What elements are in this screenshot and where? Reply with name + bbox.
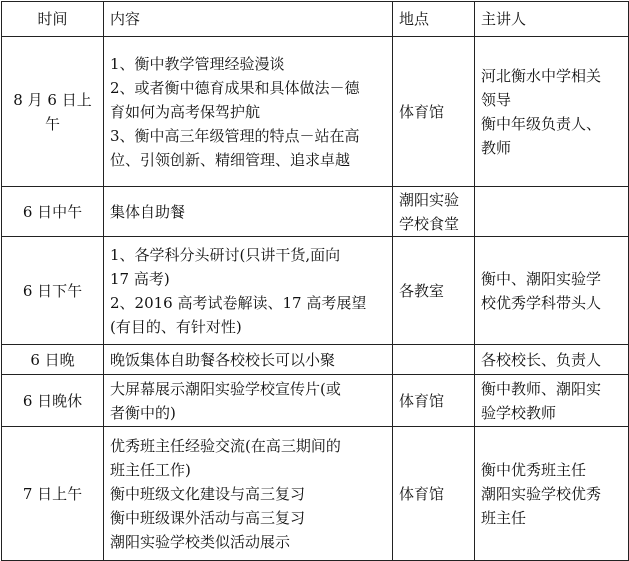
header-content: 内容	[104, 2, 393, 37]
cell-line: 验学校教师	[481, 403, 557, 422]
cell-speaker	[475, 187, 629, 237]
table-row	[2, 427, 629, 561]
cell-content	[104, 37, 393, 187]
cell-speaker	[475, 427, 629, 561]
cell-content	[104, 237, 393, 345]
schedule-table	[1, 1, 629, 561]
cell-line: 者衡中的)	[110, 403, 176, 422]
cell-time: 6 日中午	[2, 187, 104, 237]
cell-place	[393, 427, 475, 561]
cell-line: 学校食堂	[399, 214, 460, 233]
table-row	[2, 187, 629, 237]
cell-line: 潮阳实验学校优秀	[481, 484, 602, 503]
cell-line: 1、衡中教学管理经验漫谈	[110, 54, 285, 73]
cell-line: 体育馆	[399, 391, 445, 410]
table-row	[2, 37, 629, 187]
cell-line: 各教室	[399, 281, 445, 300]
cell-line: 晚饭集体自助餐各校校长可以小聚	[110, 350, 336, 369]
cell-line: 潮阳实验学校类似活动展示	[110, 532, 291, 551]
cell-place	[393, 345, 475, 375]
cell-line: 体育馆	[399, 484, 445, 503]
cell-line: 衡中班级文化建设与高三复习	[110, 484, 306, 503]
cell-line: 衡中年级负责人、	[481, 114, 602, 133]
cell-place	[393, 37, 475, 187]
cell-line: 育如何为高考保驾护航	[110, 102, 261, 121]
cell-line: (有目的、有针对性)	[110, 317, 242, 336]
cell-line: 17 高考)	[110, 269, 170, 288]
table-row	[2, 345, 629, 375]
cell-time: 6 日晚休	[2, 375, 104, 427]
cell-line: 1、各学科分头研讨(只讲干货,面向	[110, 245, 341, 264]
cell-line: 衡中、潮阳实验学	[481, 269, 602, 288]
header-time: 时间	[2, 2, 104, 37]
cell-line: 班主任工作)	[110, 460, 191, 479]
cell-line: 3、衡中高三年级管理的特点－站在高	[110, 126, 360, 145]
cell-line: 2、或者衡中德育成果和具体做法－德	[110, 78, 360, 97]
cell-line: 班主任	[481, 508, 527, 527]
cell-content	[104, 375, 393, 427]
cell-place	[393, 187, 475, 237]
cell-time: 7 日上午	[2, 427, 104, 561]
cell-speaker	[475, 345, 629, 375]
cell-content	[104, 427, 393, 561]
cell-line: 各校校长、负责人	[481, 350, 602, 369]
cell-speaker	[475, 37, 629, 187]
cell-line: 衡中优秀班主任	[481, 460, 587, 479]
cell-place	[393, 375, 475, 427]
cell-line: 体育馆	[399, 102, 445, 121]
cell-time: 6 日晚	[2, 345, 104, 375]
cell-line: 校优秀学科带头人	[481, 293, 602, 312]
table-row	[2, 237, 629, 345]
cell-time: 6 日下午	[2, 237, 104, 345]
cell-line: 教师	[481, 138, 512, 157]
cell-line: 大屏幕展示潮阳实验学校宣传片(或	[110, 379, 341, 398]
table-row	[2, 375, 629, 427]
header-row	[2, 2, 629, 37]
cell-line: 领导	[481, 90, 512, 109]
header-place: 地点	[393, 2, 475, 37]
cell-speaker	[475, 237, 629, 345]
cell-line: 2、2016 高考试卷解读、17 高考展望	[110, 293, 367, 312]
cell-time: 8 月 6 日上午	[2, 37, 104, 187]
header-speaker: 主讲人	[475, 2, 629, 37]
cell-line: 集体自助餐	[110, 202, 186, 221]
cell-line: 潮阳实验	[399, 190, 460, 209]
cell-line: 优秀班主任经验交流(在高三期间的	[110, 436, 341, 455]
cell-line: 衡中教师、潮阳实	[481, 379, 602, 398]
cell-content	[104, 345, 393, 375]
cell-line: 位、引领创新、精细管理、追求卓越	[110, 150, 351, 169]
cell-place	[393, 237, 475, 345]
cell-content	[104, 187, 393, 237]
cell-line: 衡中班级课外活动与高三复习	[110, 508, 306, 527]
cell-speaker	[475, 375, 629, 427]
cell-line: 河北衡水中学相关	[481, 66, 602, 85]
